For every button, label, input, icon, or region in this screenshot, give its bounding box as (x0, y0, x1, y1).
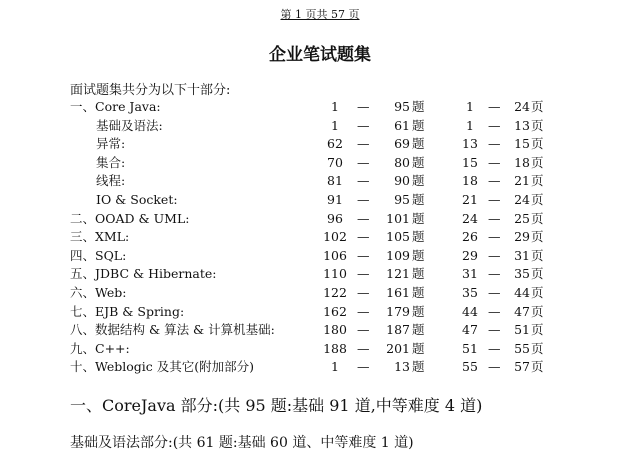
toc-page-end: 35 (514, 266, 530, 282)
toc-page-end: 24 (514, 191, 530, 207)
toc-question-unit: 题 (412, 136, 425, 152)
toc-label: 六、Web: (70, 284, 127, 300)
toc-question-end: 95 (394, 191, 410, 207)
toc-question-start: 81 (327, 173, 343, 189)
toc-question-start: 122 (323, 284, 347, 300)
toc-page-unit: 页 (531, 359, 544, 375)
toc-question-start: 188 (323, 340, 347, 356)
toc-question-start: 180 (323, 322, 347, 338)
toc-question-start: 70 (327, 154, 343, 170)
toc-page-end: 31 (514, 247, 530, 263)
toc-dash: — (357, 303, 370, 319)
toc-page-unit: 页 (531, 99, 544, 114)
toc-dash: — (357, 210, 370, 226)
toc-row (0, 210, 640, 229)
toc-row (0, 303, 640, 322)
toc-question-end: 201 (386, 340, 410, 356)
toc-question-unit: 题 (412, 322, 425, 338)
toc-row (0, 247, 640, 266)
toc-page-start: 26 (462, 229, 478, 245)
toc-label: 异常: (96, 136, 126, 152)
toc-question-start: 162 (323, 303, 347, 319)
toc-dash: — (488, 154, 501, 170)
toc-question-start: 110 (323, 266, 347, 282)
toc-row (0, 98, 640, 117)
toc-dash: — (488, 359, 501, 375)
toc-dash: — (357, 136, 370, 152)
toc-dash: — (357, 173, 370, 189)
toc-page-unit: 页 (531, 284, 544, 300)
table-of-contents (0, 98, 640, 377)
toc-page-unit: 页 (531, 303, 544, 319)
toc-question-end: 101 (386, 210, 410, 226)
toc-question-end: 109 (386, 247, 410, 263)
toc-page-unit: 页 (531, 117, 544, 133)
toc-dash: — (357, 154, 370, 170)
toc-page-end: 25 (514, 210, 530, 226)
toc-page-start: 29 (462, 247, 478, 263)
toc-page-end: 51 (514, 322, 530, 338)
toc-page-start: 21 (462, 191, 478, 207)
toc-question-unit: 题 (412, 117, 425, 133)
toc-page-start: 35 (462, 284, 478, 300)
toc-dash: — (357, 340, 370, 356)
toc-dash: — (488, 136, 501, 152)
page-indicator: 第 1 页共 57 页 (280, 8, 360, 21)
toc-dash: — (488, 117, 501, 133)
toc-page-unit: 页 (531, 229, 544, 245)
toc-page-end: 55 (514, 340, 530, 356)
toc-page-end: 18 (514, 154, 530, 170)
toc-dash: — (357, 359, 370, 375)
toc-page-unit: 页 (531, 210, 544, 226)
toc-question-unit: 题 (412, 266, 425, 282)
toc-page-end: 21 (514, 173, 530, 189)
toc-page-end: 47 (514, 303, 530, 319)
toc-label: 四、SQL: (70, 247, 127, 263)
toc-page-unit: 页 (531, 173, 544, 189)
toc-question-start: 1 (331, 117, 339, 133)
toc-question-unit: 题 (412, 154, 425, 170)
toc-page-start: 55 (462, 359, 478, 375)
toc-dash: — (488, 303, 501, 319)
toc-row (0, 135, 640, 154)
toc-label: 二、OOAD & UML: (70, 210, 190, 226)
toc-dash: — (357, 99, 370, 114)
toc-row (0, 117, 640, 136)
toc-question-end: 105 (386, 229, 410, 245)
toc-question-unit: 题 (412, 359, 425, 375)
toc-page-start: 44 (462, 303, 478, 319)
toc-dash: — (357, 117, 370, 133)
toc-dash: — (488, 266, 501, 282)
toc-page-start: 1 (466, 117, 474, 133)
toc-label: 九、C++: (70, 340, 130, 356)
toc-dash: — (488, 340, 501, 356)
toc-dash: — (357, 322, 370, 338)
toc-row (0, 265, 640, 284)
toc-page-start: 31 (462, 266, 478, 282)
toc-dash: — (488, 99, 501, 114)
toc-question-end: 13 (394, 359, 410, 375)
toc-row (0, 340, 640, 359)
toc-row (0, 228, 640, 247)
toc-dash: — (488, 247, 501, 263)
toc-dash: — (488, 191, 501, 207)
toc-page-unit: 页 (531, 340, 544, 356)
toc-page-end: 13 (514, 117, 530, 133)
toc-question-start: 91 (327, 191, 343, 207)
toc-dash: — (357, 266, 370, 282)
toc-dash: — (488, 322, 501, 338)
toc-dash: — (357, 191, 370, 207)
toc-label: 七、EJB & Spring: (70, 303, 185, 319)
toc-page-start: 18 (462, 173, 478, 189)
toc-question-end: 161 (386, 284, 410, 300)
toc-row (0, 284, 640, 303)
toc-question-unit: 题 (412, 247, 425, 263)
toc-dash: — (488, 210, 501, 226)
toc-question-end: 95 (394, 99, 410, 114)
toc-label: IO & Socket: (96, 191, 178, 207)
toc-dash: — (357, 229, 370, 245)
toc-row (0, 191, 640, 210)
toc-question-end: 121 (386, 266, 410, 282)
toc-page-end: 44 (514, 284, 530, 300)
toc-question-unit: 题 (412, 303, 425, 319)
toc-page-start: 47 (462, 322, 478, 338)
toc-label: 一、Core Java: (70, 99, 161, 114)
toc-dash: — (488, 229, 501, 245)
toc-page-unit: 页 (531, 322, 544, 338)
toc-label: 集合: (96, 154, 126, 170)
section-heading: 一、CoreJava 部分:(共 95 题:基础 91 道,中等难度 4 道) (70, 396, 483, 415)
toc-question-start: 1 (331, 99, 339, 114)
toc-page-unit: 页 (531, 191, 544, 207)
toc-question-end: 80 (394, 154, 410, 170)
toc-question-end: 69 (394, 136, 410, 152)
toc-dash: — (488, 173, 501, 189)
toc-page-end: 15 (514, 136, 530, 152)
toc-page-start: 51 (462, 340, 478, 356)
toc-label: 基础及语法: (96, 117, 163, 133)
toc-page-end: 24 (514, 99, 530, 114)
toc-dash: — (488, 284, 501, 300)
intro-text: 面试题集共分为以下十部分: (70, 83, 231, 98)
toc-page-start: 13 (462, 136, 478, 152)
toc-question-unit: 题 (412, 191, 425, 207)
toc-question-end: 90 (394, 173, 410, 189)
toc-question-start: 102 (323, 229, 347, 245)
toc-page-unit: 页 (531, 136, 544, 152)
toc-dash: — (357, 284, 370, 300)
toc-page-unit: 页 (531, 247, 544, 263)
toc-dash: — (357, 247, 370, 263)
toc-row (0, 172, 640, 191)
toc-row (0, 154, 640, 173)
toc-page-start: 24 (462, 210, 478, 226)
toc-question-start: 96 (327, 210, 343, 226)
toc-question-unit: 题 (412, 210, 425, 226)
toc-page-unit: 页 (531, 154, 544, 170)
toc-question-end: 187 (386, 322, 410, 338)
toc-label: 三、XML: (70, 229, 130, 245)
toc-question-end: 179 (386, 303, 410, 319)
toc-question-unit: 题 (412, 99, 425, 114)
toc-question-start: 106 (323, 247, 347, 263)
toc-label: 八、数据结构 & 算法 & 计算机基础: (70, 322, 275, 338)
toc-question-unit: 题 (412, 340, 425, 356)
toc-question-unit: 题 (412, 284, 425, 300)
toc-page-start: 1 (466, 99, 474, 114)
toc-row (0, 321, 640, 340)
toc-label: 十、Weblogic 及其它(附加部分) (70, 359, 254, 375)
toc-page-start: 15 (462, 154, 478, 170)
toc-row (0, 358, 640, 377)
toc-page-end: 29 (514, 229, 530, 245)
document-title: 企业笔试题集 (269, 45, 371, 65)
toc-label: 五、JDBC & Hibernate: (70, 266, 217, 282)
toc-label: 线程: (96, 173, 126, 189)
toc-question-end: 61 (394, 117, 410, 133)
toc-question-start: 62 (327, 136, 343, 152)
toc-question-start: 1 (331, 359, 339, 375)
sub-section-heading: 基础及语法部分:(共 61 题:基础 60 道、中等难度 1 道) (70, 435, 414, 451)
toc-page-unit: 页 (531, 266, 544, 282)
toc-question-unit: 题 (412, 173, 425, 189)
toc-question-unit: 题 (412, 229, 425, 245)
toc-page-end: 57 (514, 359, 530, 375)
